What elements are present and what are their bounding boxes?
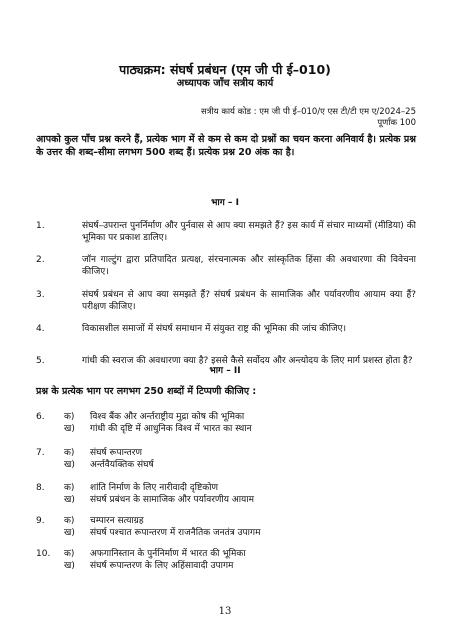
question-number: 7. (36, 448, 45, 458)
question-9 (36, 515, 416, 539)
question-4 (36, 323, 416, 335)
sub-question-a: क) शांति निर्माण के लिए नारीवादी दृष्टिकोण (64, 483, 218, 493)
question-number: 8. (36, 483, 45, 493)
question-6 (36, 411, 416, 435)
question-7 (36, 447, 416, 471)
sub-question-b: ख) अर्न्तवैयक्तिक संघर्ष (64, 460, 154, 470)
sub-question-a: क) संघर्ष रूपान्तरण (64, 448, 142, 458)
sub-question-a: क) चम्पारन सत्याग्रह (64, 516, 144, 526)
page-number: 13 (218, 606, 232, 617)
sub-question-b: ख) संघर्ष प्रबंधन के सामाजिक और पर्यावरणीय आयाम (64, 495, 254, 505)
course-title: पाठ्यक्रम: संघर्ष प्रबंधन (एम जी पी ई–010) (119, 62, 331, 77)
part2-heading: भाग – II (209, 366, 241, 376)
part2-intro: प्रश्न के प्रत्येक भाग पर लगभग 250 शब्दों में टिप्पणी कीजिए : (36, 386, 257, 397)
question-number: 10. (36, 549, 51, 559)
question-8 (36, 482, 416, 506)
instructions: आपको कुल पाँच प्रश्न करने हैं, प्रत्येक भाग में से कम से कम दो प्रश्नों का चयन करना अनिवार्य है। प्रत्येक प्रश्न के उत्तर की शब्द–सीमा लगभग 500 शब्द हैं। प्रत्येक प्रश्न 20 अंक का है। (36, 134, 416, 158)
question-3 (36, 289, 416, 313)
sub-question-b: ख) संघर्ष पश्चात रूपान्तरण में राजनैतिक जनतंत्र उपागम (64, 528, 261, 538)
sub-question-a: क) विश्व बैंक और अर्न्तराष्ट्रीय मुद्रा कोष की भूमिका (64, 412, 245, 422)
question-text: जॉन गाल्टुंग द्वारा प्रतिपादित प्रत्यक्ष, संरचनात्मक और सांस्कृतिक हिंसा की अवधारणा की विवेचना कीजिए। (82, 255, 416, 277)
question-number: 1. (36, 221, 45, 231)
question-number: 9. (36, 516, 45, 526)
question-number: 5. (36, 356, 45, 366)
question-number: 4. (36, 324, 45, 334)
question-1 (36, 220, 416, 244)
question-10 (36, 548, 416, 572)
assignment-subtitle: अध्यापक जाँच सत्रीय कार्य (176, 78, 274, 89)
question-text: गांधी की स्वराज की अवधारणा क्या है? इससे कैसे सर्वोदय और अन्त्योदय के लिए मार्ग प्रशस्त होता है? (82, 356, 413, 366)
question-text: संघर्ष प्रबंधन से आप क्या समझते हैं? संघर्ष प्रबंधन के सामाजिक और पर्यावरणीय आयाम क्या हैं? परीक्षण कीजिए। (82, 290, 416, 312)
question-text: संघर्ष–उपरान्त पुनर्निर्माण और पुर्नवास से आप क्या समझते हैं? इस कार्य में संचार माध्यमों (मीडिया) की भूमिका पर प्रकाश डालिए। (82, 221, 416, 243)
question-text: विकासशील समाजों में संघर्ष समाधान में संयुक्त राष्ट्र की भूमिका की जांच कीजिए। (82, 324, 347, 334)
assignment-code: सत्रीय कार्य कोड : एम जी पी ई–010/ए एस टी/टी एम ए/2024–25 (201, 107, 416, 117)
question-number: 2. (36, 255, 45, 265)
sub-question-b: ख) संघर्ष रूपान्तरण के लिए अहिंसावादी उपागम (64, 561, 234, 571)
question-2 (36, 254, 416, 278)
question-number: 3. (36, 290, 45, 300)
part1-heading: भाग – I (211, 198, 239, 208)
total-marks: पूर्णांक 100 (377, 118, 416, 128)
sub-question-a: क) अफगानिस्तान के पुर्ननिर्माण में भारत की भूमिका (64, 549, 246, 559)
sub-question-b: ख) गांधी की दृष्टि में आधुनिक विश्व में भारत का स्थान (64, 424, 252, 434)
question-number: 6. (36, 412, 45, 422)
